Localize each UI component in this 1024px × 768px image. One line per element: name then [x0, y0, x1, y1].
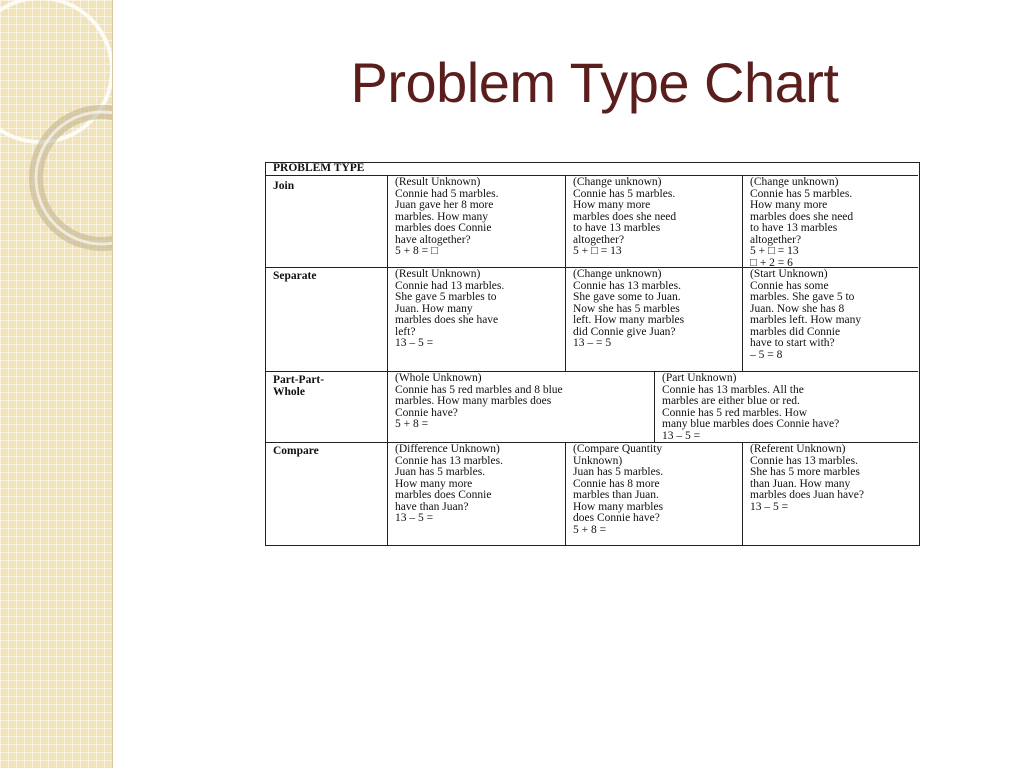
cell-ppw-part-unknown: (Part Unknown) Connie has 13 marbles. All the marbles are either blue or red. Connie has 5 red marbles. How many blue marbles does Connie have? 13 – 5 = — [662, 372, 840, 442]
row-label-join: Join — [273, 180, 295, 192]
cell-join-result-unknown: (Result Unknown) Connie had 5 marbles. Juan gave her 8 more marbles. How many marbles does Connie have altogether? 5 + 8 = □ — [395, 176, 499, 257]
cell-separate-start-unknown: (Start Unknown) Connie has some marbles. She gave 5 to Juan. Now she has 8 marbles left. How many marbles did Connie have to start with? – 5 = 8 — [750, 268, 862, 361]
row-label-compare: Compare — [273, 445, 319, 457]
row-label-separate: Separate — [273, 270, 317, 282]
cell-compare-difference-unknown: (Difference Unknown) Connie has 13 marbles. Juan has 5 marbles. How many more marbles does Connie have than Juan? 13 – 5 = — [395, 443, 503, 524]
cell-compare-referent-unknown: (Referent Unknown) Connie has 13 marbles. She has 5 more marbles than Juan. How many marbles does Juan have? 13 – 5 = — [750, 443, 865, 513]
decorative-sidebar — [0, 0, 113, 768]
slide-title: Problem Type Chart — [350, 51, 839, 114]
table-header: PROBLEM TYPE — [273, 162, 365, 174]
cell-separate-result-unknown: (Result Unknown) Connie had 13 marbles. She gave 5 marbles to Juan. How many marbles does she have left? 13 – 5 = — [395, 268, 505, 349]
cell-ppw-whole-unknown: (Whole Unknown) Connie has 5 red marbles and 8 blue marbles. How many marbles does Connie have? 5 + 8 = — [395, 372, 563, 430]
cell-join-change-unknown: (Change unknown) Connie has 5 marbles. How many more marbles does she need to have 13 marbles altogether? 5 + □ = 13 — [573, 176, 677, 257]
cell-join-start-unknown: (Change unknown) Connie has 5 marbles. How many more marbles does she need to have 13 marbles altogether? 5 + □ = 13 □ + 2 = 6 — [750, 176, 854, 269]
cell-separate-change-unknown: (Change unknown) Connie has 13 marbles. She gave some to Juan. Now she has 5 marbles left. How many marbles did Connie give Juan? 13 – = 5 — [573, 268, 685, 349]
cell-compare-quantity-unknown: (Compare Quantity Unknown) Juan has 5 marbles. Connie has 8 more marbles than Juan. How many marbles does Connie have? 5 + 8 = — [573, 443, 664, 536]
problem-type-table — [265, 162, 920, 546]
decorative-rings — [0, 0, 112, 768]
row-label-part-part-whole: Part-Part- Whole — [273, 374, 325, 398]
